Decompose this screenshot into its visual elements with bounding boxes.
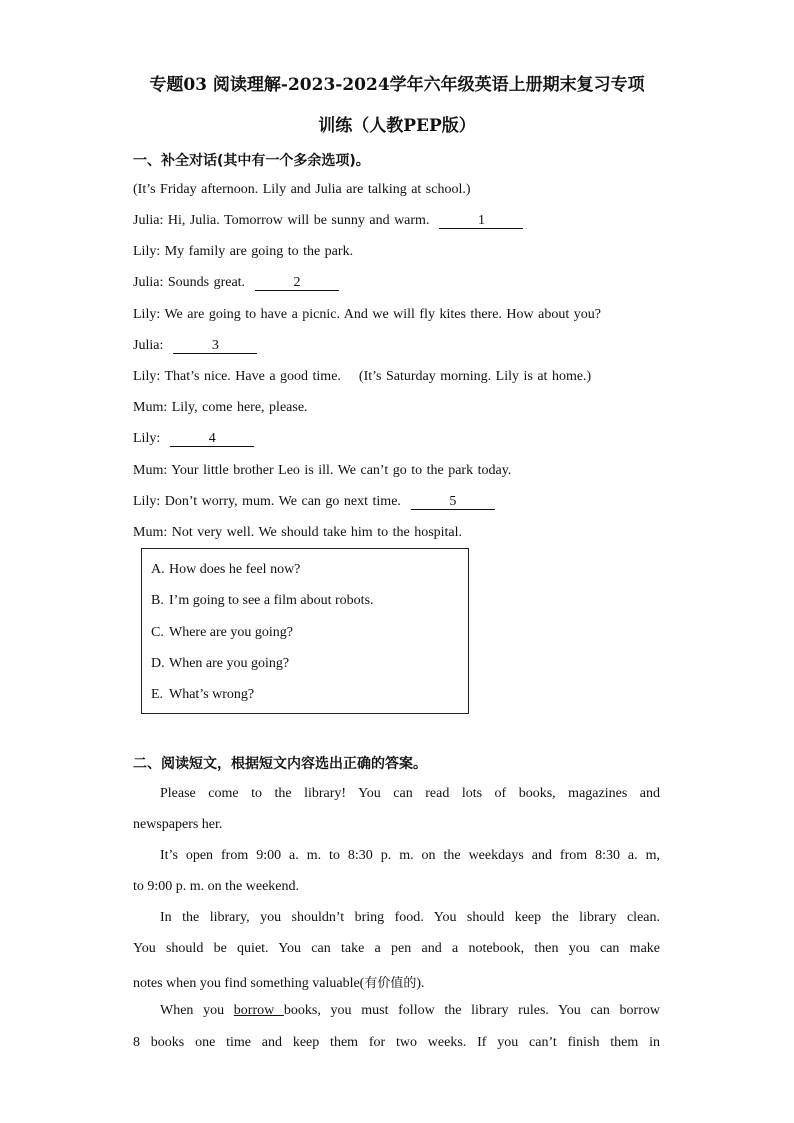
passage-line: to 9:00 p. m. on the weekend. (133, 879, 300, 894)
passage-line: notes when you find something valuable(有价值的). (133, 976, 425, 991)
passage-line: In the library, you shouldn’t bring food. You should keep the library clean. (160, 910, 660, 925)
section1-heading: 一、补全对话(其中有一个多余选项)。 (133, 153, 370, 169)
dialogue-line: Mum: Your little brother Leo is ill. We can’t go to the park today. (133, 463, 512, 478)
answer-blank-4[interactable]: 4 (170, 431, 254, 447)
option-a[interactable]: A. How does he feel now? (151, 562, 301, 577)
answer-blank-3[interactable]: 3 (173, 338, 257, 354)
document-subtitle: 训练（人教PEP版） (318, 116, 476, 136)
passage-line: When you borrow books, you must follow the library rules. You can borrow (160, 1003, 660, 1018)
passage-line: newspapers her. (133, 817, 223, 832)
option-c[interactable]: C. Where are you going? (151, 625, 293, 640)
section2-heading: 二、阅读短文，根据短文内容选出正确的答案。 (133, 756, 427, 772)
option-d[interactable]: D. When are you going? (151, 656, 290, 671)
passage-line: Please come to the library! You can read lots of books, magazines and (160, 786, 660, 801)
options-box (141, 548, 469, 714)
passage-line: You should be quiet. You can take a pen and a notebook, then you can make (133, 941, 660, 956)
answer-blank-1[interactable]: 1 (439, 213, 523, 229)
answer-blank-2[interactable]: 2 (255, 275, 339, 291)
dialogue-line: Lily: We are going to have a picnic. And we will fly kites there. How about you? (133, 307, 601, 322)
dialogue-line: Mum: Not very well. We should take him to the hospital. (133, 525, 463, 540)
chinese-gloss: 有价值的 (364, 976, 417, 991)
document-title: 专题03 阅读理解-2023-2024学年六年级英语上册期末复习专项 (149, 75, 645, 95)
answer-blank-5[interactable]: 5 (411, 494, 495, 510)
option-b[interactable]: B. I’m going to see a film about robots. (151, 593, 374, 608)
passage-line: It’s open from 9:00 a. m. to 8:30 p. m. on the weekdays and from 8:30 a. m, (160, 848, 660, 863)
dialogue-line: (It’s Friday afternoon. Lily and Julia are talking at school.) (133, 182, 471, 197)
dialogue-line: Julia: 3 (133, 338, 257, 354)
dialogue-line: Lily: That’s nice. Have a good time. (It’s Saturday morning. Lily is at home.) (133, 369, 592, 384)
dialogue-line: Lily: 4 (133, 431, 254, 447)
option-e[interactable]: E. What’s wrong? (151, 687, 255, 702)
dialogue-line: Lily: Don’t worry, mum. We can go next time. 5 (133, 494, 495, 510)
passage-line: 8 books one time and keep them for two weeks. If you can’t finish them in (133, 1035, 660, 1050)
dialogue-line: Julia: Hi, Julia. Tomorrow will be sunny and warm. 1 (133, 213, 523, 229)
dialogue-line: Julia: Sounds great. 2 (133, 275, 339, 291)
underlined-word-borrow: borrow (233, 1003, 284, 1018)
dialogue-line: Lily: My family are going to the park. (133, 244, 354, 259)
dialogue-line: Mum: Lily, come here, please. (133, 400, 308, 415)
